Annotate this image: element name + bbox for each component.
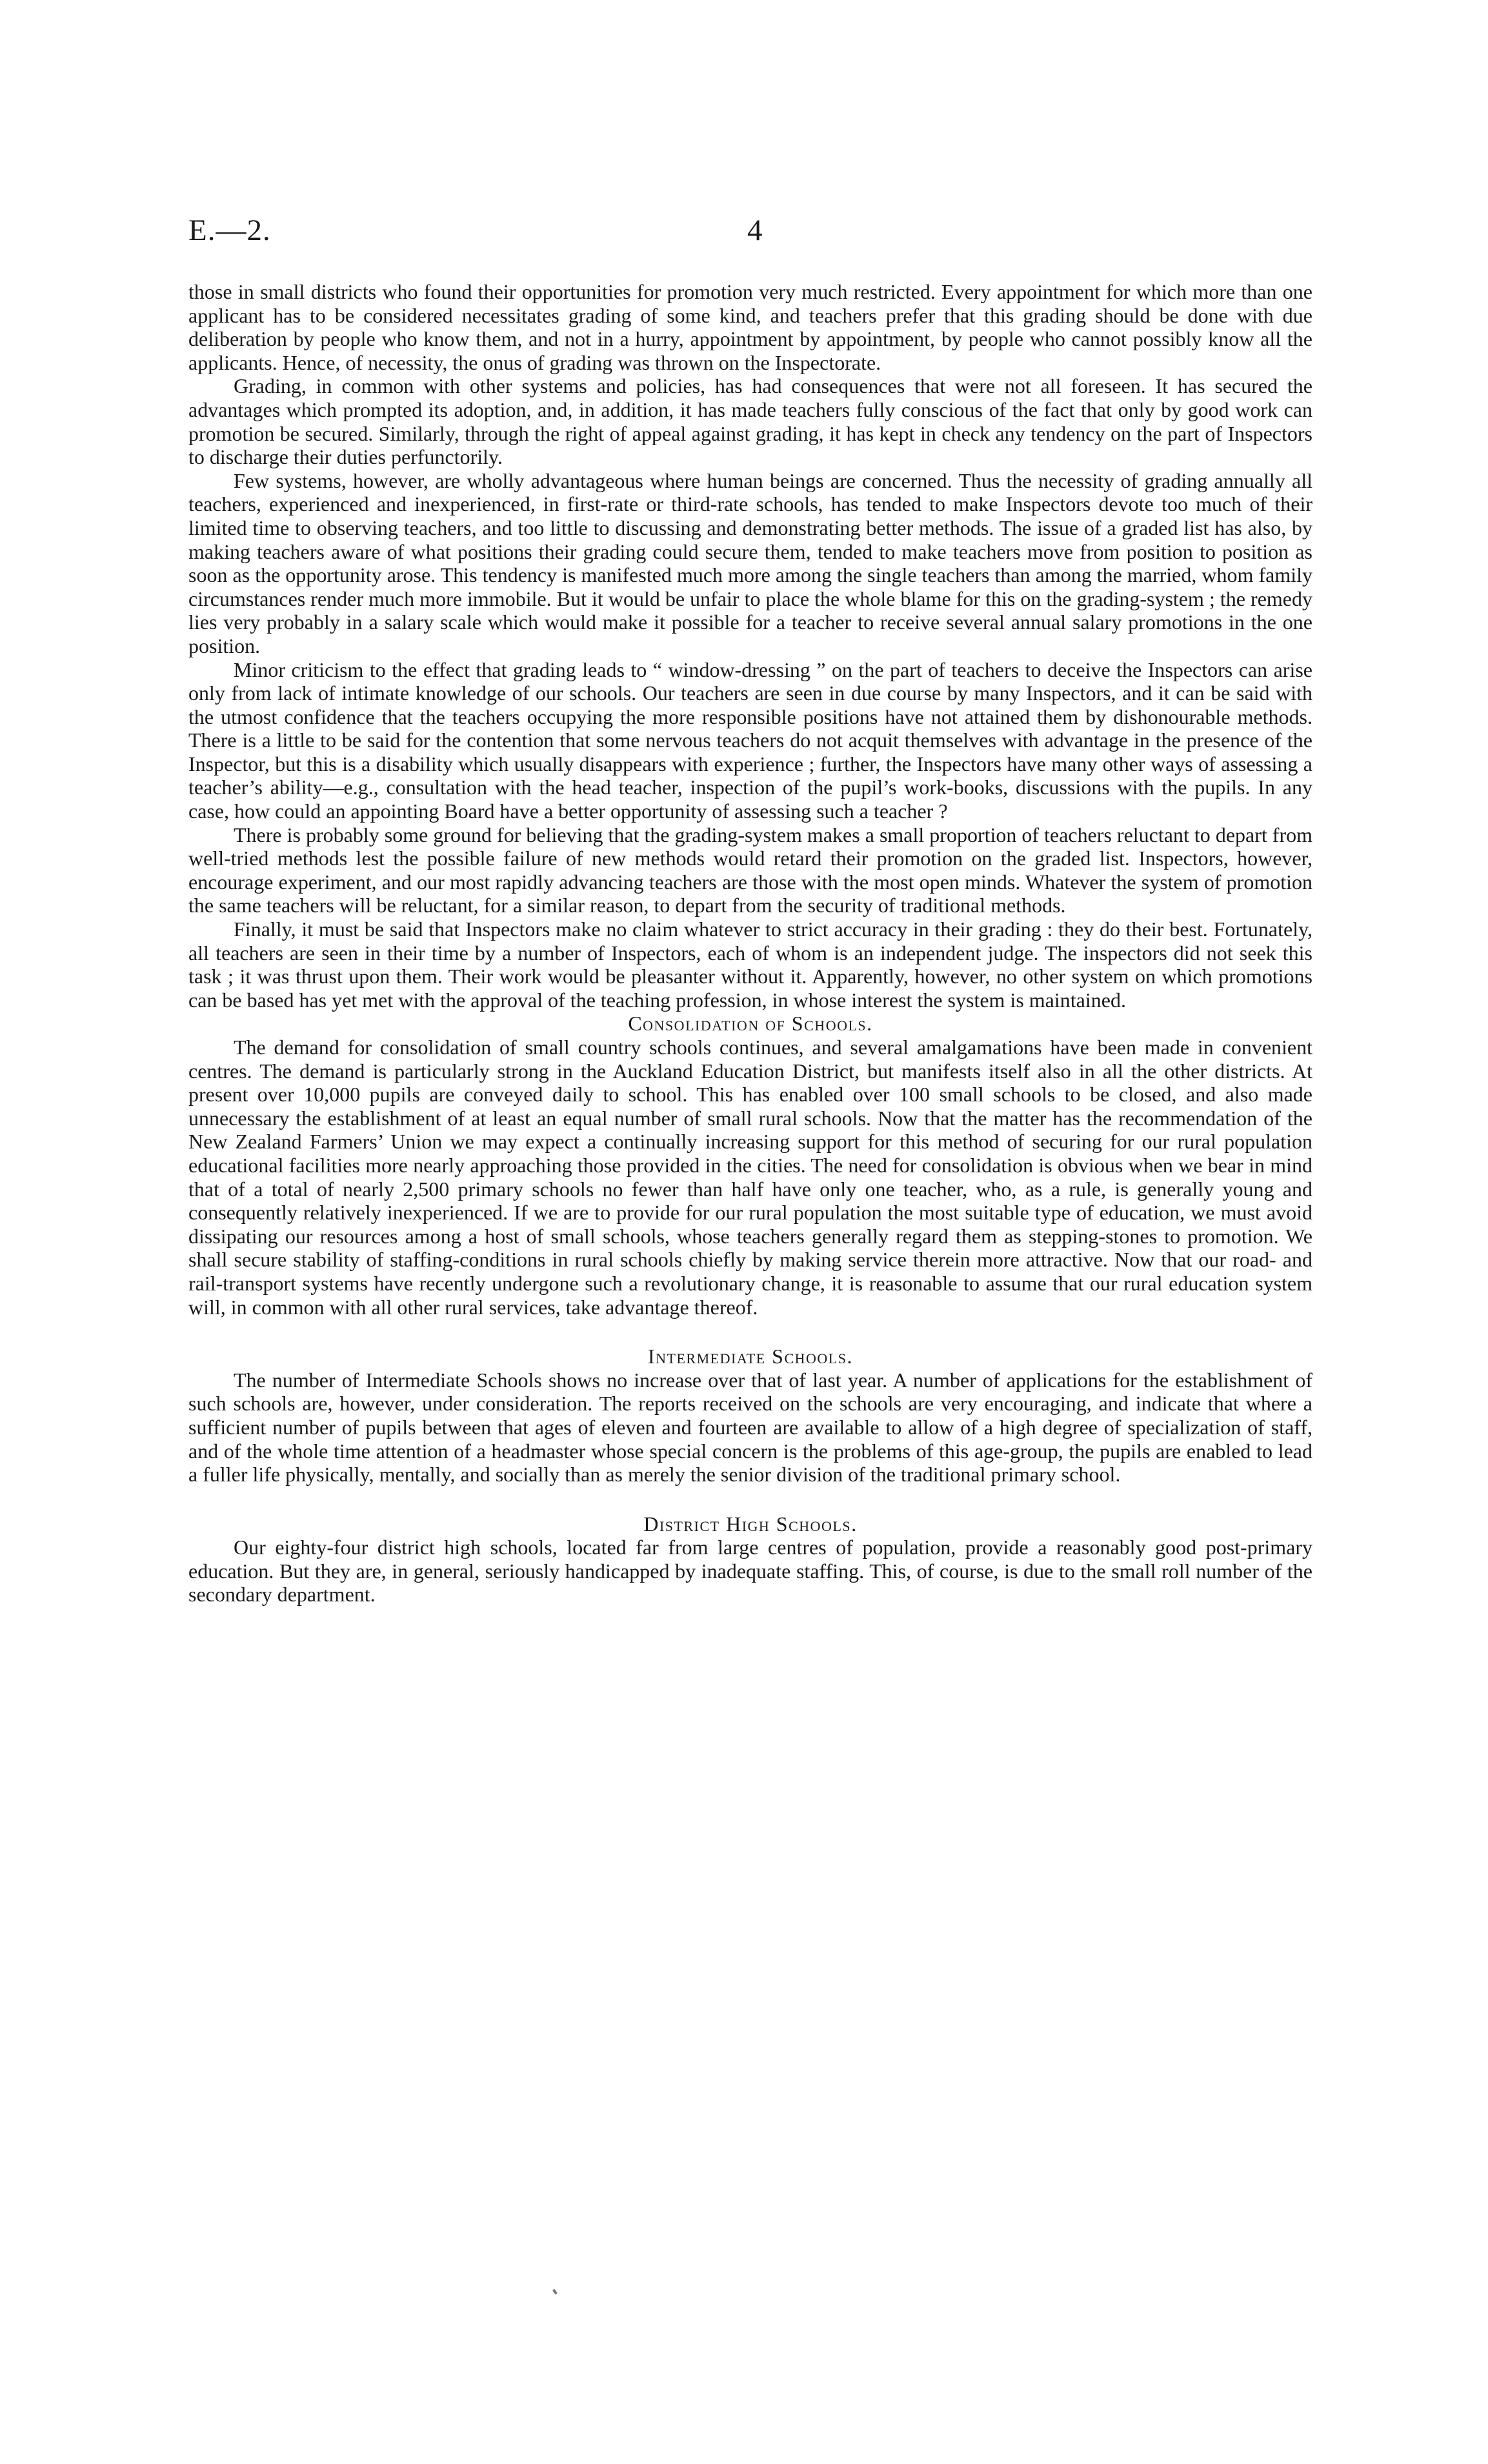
section-paragraph: The number of Intermediate Schools shows no increase over that of last year. A number of applications for the establishment of such schools are, however, under consideration. The reports received on the schools are very encouraging, and indicate that where a sufficient number of pupils between that ages of eleven and fourteen are available to allow of a high degree of specialization of staff, and of the whole time attention of a headmaster whose special concern is the problems of this age-group, the pupils are enabled to lead a fuller life physically, mentally, and socially than as merely the senior division of the traditional primary school. — [188, 1368, 1312, 1487]
paragraph: There is probably some ground for believing that the grading-system makes a small proportion of teachers reluctant to depart from well-tried methods lest the possible failure of new methods would retard their promotion on the graded list. Inspectors, however, encourage experiment, and our most rapidly advancing teachers are those with the most open minds. Whatever the system of promotion the same teachers will be reluctant, for a similar reason, to depart from the security of traditional methods. — [188, 823, 1312, 917]
print-mark — [552, 2289, 558, 2295]
paragraph: those in small districts who found their opportunities for promotion very much restricted. Every appointment for which more than one applicant has to be considered necessitates grading of some kind, and teachers prefer that this grading should be done with due deliberation by people who know them, and not in a hurry, appointment by appointment, by people who cannot possibly know all the applicants. Hence, of necessity, the onus of grading was thrown on the Inspectorate. — [188, 280, 1312, 374]
section-paragraph: Our eighty-four district high schools, located far from large centres of population, provide a reasonably good post-primary education. But they are, in general, seriously handicapped by inadequate staffing. This, of course, is due to the small roll number of the secondary department. — [188, 1536, 1312, 1607]
paragraph: Minor criticism to the effect that grading leads to “ window-dressing ” on the part of teachers to deceive the Inspectors can arise only from lack of intimate knowledge of our schools. Our teachers are seen in due course by many Inspectors, and it can be said with the utmost confidence that the teachers occupying the more responsible positions have not attained them by dishonourable methods. There is a little to be said for the contention that some nervous teachers do not acquit themselves with advantage in the presence of the Inspector, but this is a disability which usually disappears with experience ; further, the Inspectors have many other ways of assessing a teacher’s ability—e.g., consultation with the head teacher, inspection of the pupil’s work-books, discussions with the pupils. In any case, how could an appointing Board have a better opportunity of assessing such a teacher ? — [188, 657, 1312, 823]
paragraph: Grading, in common with other systems and policies, has had consequences that were not all foreseen. It has secured the advantages which prompted its adoption, and, in addition, it has made teachers fully conscious of the fact that only by good work can promotion be secured. Similarly, through the right of appeal against grading, it has kept in check any tendency on the part of Inspectors to discharge their duties perfunctorily. — [188, 374, 1312, 469]
paragraph: Finally, it must be said that Inspectors make no claim whatever to strict accuracy in their grading : they do their best. Fortunately, all teachers are seen in their time by a number of Inspectors, each of whom is an independent judge. The inspectors did not seek this task ; it was thrust upon them. Their work would be pleasanter without it. Apparently, however, no other system on which promotions can be based has yet met with the approval of the teaching profession, in whose interest the system is maintained. — [188, 917, 1312, 1012]
section-paragraph: The demand for consolidation of small country schools continues, and several amalgamations have been made in convenient centres. The demand is particularly strong in the Auckland Education District, but manifests itself also in all the other districts. At present over 10,000 pupils are conveyed daily to school. This has enabled over 100 small schools to be closed, and also made unnecessary the establishment of at least an equal number of small rural schools. Now that the matter has the recommendation of the New Zealand Farmers’ Union we may expect a continually increasing support for this method of securing for our rural population educational facilities more nearly approaching those provided in the cities. The need for consolidation is obvious when we bear in mind that of a total of nearly 2,500 primary schools no fewer than half have only one teacher, who, as a rule, is generally young and consequently relatively inexperienced. If we are to provide for our rural population the most suitable type of education, we must avoid dissipating our resources among a host of small schools, whose teachers generally regard them as stepping-stones to promotion. We shall secure stability of staffing-conditions in rural schools chiefly by making service therein more attractive. Now that our road- and rail-transport systems have recently undergone such a revolutionary change, it is reasonable to assume that our rural education system will, in common with all other rural services, take advantage thereof. — [188, 1036, 1312, 1319]
section-heading-district-high: District High Schools. — [643, 1512, 858, 1536]
document-code: E.—2. — [188, 214, 271, 247]
body-text — [188, 280, 1312, 1607]
section-heading-intermediate: Intermediate Schools. — [648, 1345, 853, 1368]
page-number: 4 — [747, 214, 763, 247]
page-header — [188, 213, 1311, 265]
paragraph: Few systems, however, are wholly advantageous where human beings are concerned. Thus the necessity of grading annually all teachers, experienced and inexperienced, in first-rate or third-rate schools, has tended to make Inspectors devote too much of their limited time to observing teachers, and too little to discussing and demonstrating better methods. The issue of a graded list has also, by making teachers aware of what positions their grading could secure them, tended to make teachers move from position to position as soon as the opportunity arose. This tendency is manifested much more among the single teachers than among the married, whom family circumstances render much more immobile. But it would be unfair to place the whole blame for this on the grading-system ; the remedy lies very probably in a salary scale which would make it possible for a teacher to receive several annual salary promotions in the one position. — [188, 468, 1312, 657]
section-heading-consolidation: Consolidation of Schools. — [628, 1012, 873, 1036]
